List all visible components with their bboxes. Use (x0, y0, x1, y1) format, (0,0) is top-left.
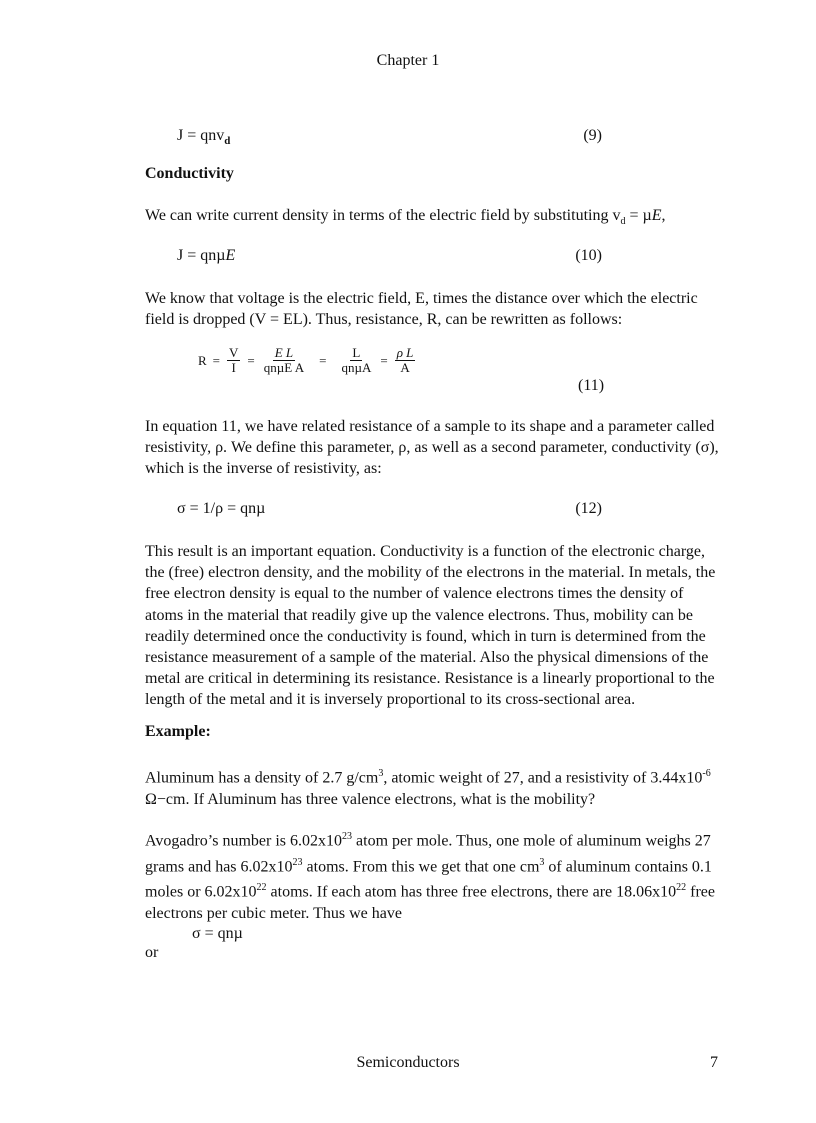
fraction-el-over-qnmuea: $\frac{\text{E L}}{\text{qnµE A}}$ (263, 345, 305, 375)
footer-title: Semiconductors (356, 1054, 460, 1071)
equation-9-lhs: J = qnv$_d$ (177, 127, 231, 148)
paragraph-important-equation: This result is an important equation. Conductivity is a function of the electronic charge, the (free) electron density, and the mobility of the electrons in the material. In metals, the free electron density is equal to the number of valence electrons times the density of atoms in the material that readily give up the valence electrons. Thus, mobility can be readily determined once the conductivity is found, which in turn is determined from the resistance measurement of a sample of the material. Also the physical dimensions of the metal are critical in determining its resistance. Resistance is a linearly proportional to the length of the metal and it is inversely proportional to its cross-sectional area. (145, 543, 716, 709)
equation-9 (177, 127, 602, 147)
paragraph-example-problem: Aluminum has a density of 2.7 $g/cm^3$, atomic weight of 27, and a resistivity of $3.44x10^{-6}$ Ω−cm. If Aluminum has three valence electrons, what is the mobility? (145, 768, 711, 808)
equation-12-lhs: σ = 1/ρ = qnµ (177, 500, 266, 517)
paragraph-resistivity: In equation 11, we have related resistance of a sample to its shape and a parameter called resistivity, ρ. We define this parameter, ρ, as well as a second parameter, conductivity (σ), which is the inverse of resistivity, as: (145, 418, 719, 478)
fraction-l-over-qnmua: $\frac{L}{\text{qnµA}}$ (341, 345, 372, 375)
page-header: Chapter 1 (376, 52, 440, 69)
footer-page-number: 7 (710, 1054, 718, 1071)
paragraph-conductivity-intro: We can write current density in terms of the electric field by substituting $v_d = \mu E$, (145, 207, 666, 228)
equation-sigma-qnmu: σ = qnµ (192, 925, 243, 942)
equation-12 (177, 500, 602, 518)
paragraph-voltage: We know that voltage is the electric field, E, times the distance over which the electric field is dropped (V = EL). Thus, resistance, R, can be rewritten as follows: (145, 290, 698, 329)
equation-10-number: (10) (575, 247, 602, 264)
paragraph-avogadro: Avogadro’s number is $6.02x10^{23}$ atom per mole. Thus, one mole of aluminum weighs 27 grams and has $6.02x10^{23}$ atoms. From this we get that one $cm^3$ of aluminum contains 0.1 moles or $6.02x10^{22}$ atoms. If each atom has three free electrons, there are $18.06x10^{22}$ free electrons per cubic meter. Thus we have (145, 831, 715, 922)
equation-9-number: (9) (583, 127, 602, 144)
fraction-v-over-i: $\frac{V}{I}$ (229, 345, 239, 375)
equation-12-number: (12) (575, 500, 602, 517)
equation-11-number: (11) (578, 377, 605, 394)
equation-10-lhs: J = qnµE (177, 247, 236, 264)
equation-10 (177, 247, 602, 265)
section-heading-conductivity: Conductivity (145, 165, 234, 182)
fraction-rhol-over-a: $\frac{\text{ρ L}}{A}$ (396, 345, 414, 375)
equation-11-r: R (198, 352, 207, 368)
equation-11-formula: R = $\frac{V}{I}$ = $\frac{\text{E L}}{\text{qnµE A}}$ = $\frac{L}{\text{qnµA}}$ = $\frac{\text{ρ L}}{A}$ (198, 345, 414, 375)
section-heading-example: Example: (145, 723, 211, 740)
connector-or: or (145, 944, 159, 961)
